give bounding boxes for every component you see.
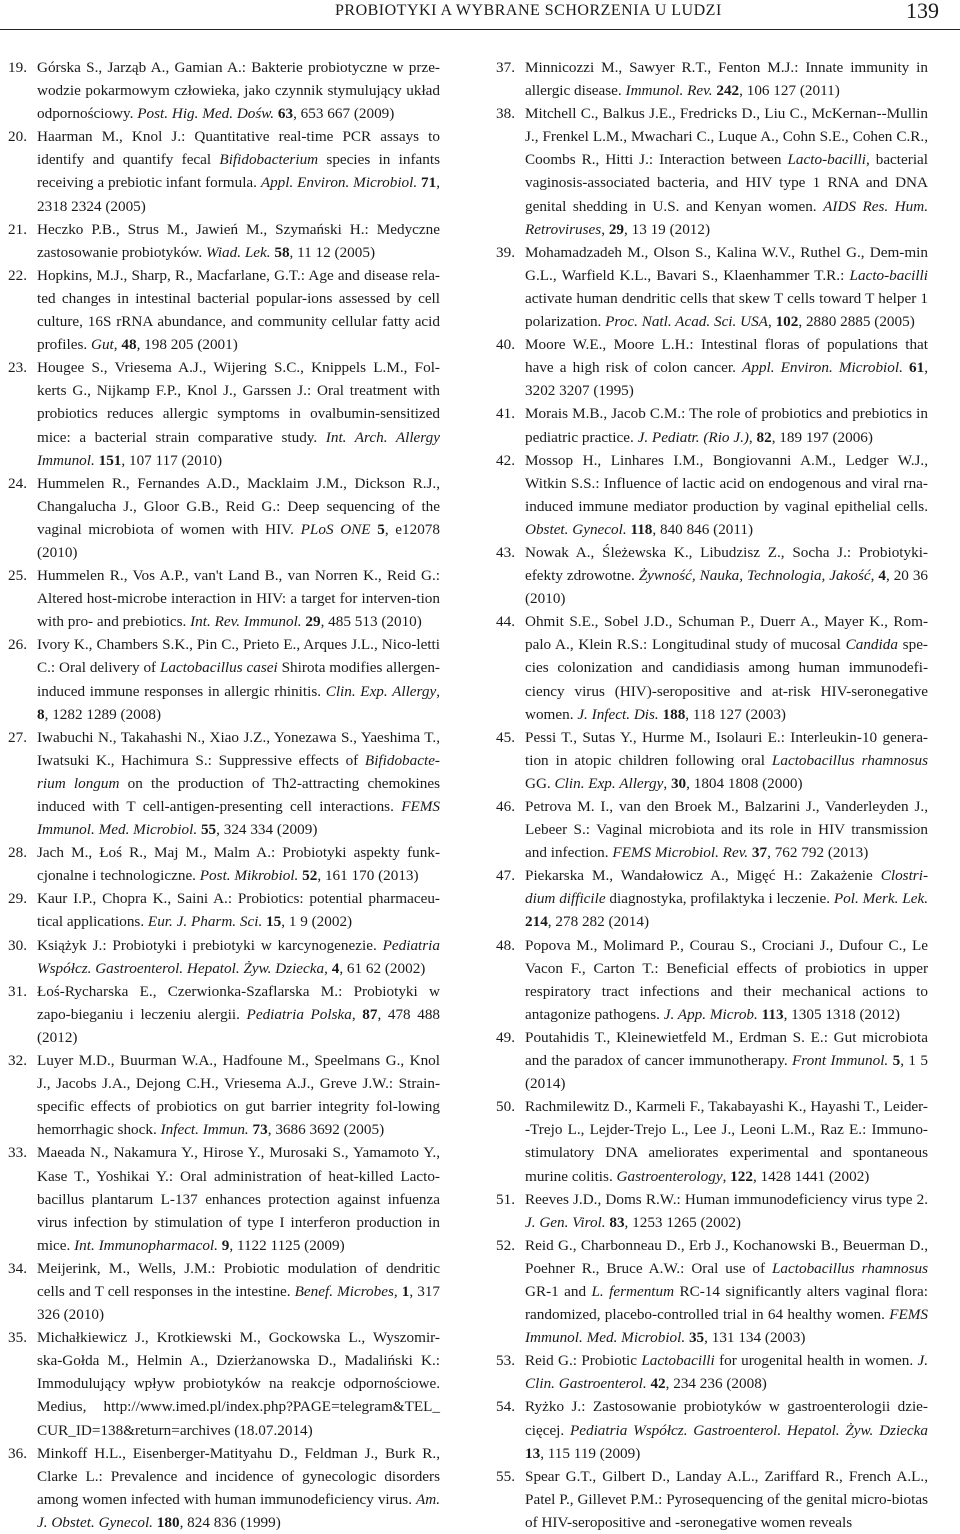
reference-item: [8, 56, 440, 125]
reference-number: 52.: [496, 1236, 515, 1254]
reference-item: [496, 1234, 928, 1349]
reference-number: 19.: [8, 59, 27, 76]
reference-item: [8, 633, 440, 725]
reference-item: [8, 1442, 440, 1534]
reference-text: Jach M., Łoś R., Maj M., Malm A.: Probiotyki aspekty funk-cjonalne i technologiczne. Post. Mikrobiol. 52, 161 170 (2013): [37, 844, 440, 885]
reference-text: Popova M., Molimard P., Courau S., Crociani J., Dufour C., Le Vacon F., Carton T.: Beneficial effects of probiotics in upper respiratory tract infections and their mechanical actions to antagonize pathogens. J. App. Microb. 113, 1305 1318 (2012): [525, 936, 928, 1023]
reference-text: Kaur I.P., Chopra K., Saini A.: Probiotics: potential pharmaceu-tical applications. Eur. J. Pharm. Sci. 15, 1 9 (2002): [37, 890, 440, 931]
reference-item: [8, 980, 440, 1049]
reference-item: [8, 726, 440, 841]
reference-text: Mitchell C., Balkus J.E., Fredricks D., Liu C., McKernan--Mullin J., Frenkel L.M., Mwachari C., Luque A., Cohn S.E., Cohen C.R., Coombs R., Hitti J.: Interaction between Lacto-bacilli, bacterial vaginosis-associated bacteria, and HIV type 1 RNA and DNA genital shedding in U.S. and Kenyan women. AIDS Res. Hum. Retroviruses, 29, 13 19 (2012): [525, 105, 929, 238]
reference-number: 46.: [496, 798, 515, 815]
reference-text: Reid G.: Probiotic Lactobacilli for urogenital health in women. J. Clin. Gastroenterol. 42, 234 236 (2008): [525, 1352, 928, 1393]
reference-number: 36.: [8, 1444, 27, 1462]
reference-number: 53.: [496, 1352, 515, 1370]
reference-number: 47.: [496, 867, 515, 885]
reference-number: 35.: [8, 1329, 27, 1347]
reference-number: 40.: [496, 336, 515, 354]
running-header: [0, 0, 960, 38]
reference-item: [496, 1349, 928, 1395]
reference-text: Poutahidis T., Kleinewietfeld M., Erdman S. E.: Gut microbiota and the paradox of cancer immunotherapy. Front Immunol. 5, 1 5 (2014): [525, 1028, 929, 1093]
reference-number: 50.: [496, 1098, 515, 1116]
reference-number: 23.: [8, 359, 27, 377]
reference-text: Książyk J.: Probiotyki i prebiotyki w karcynogenezie. Pediatria Współcz. Gastroenterol. Hepatol. Żyw. Dziecka, 4, 61 62 (2002): [37, 936, 440, 977]
reference-number: 28.: [8, 844, 27, 862]
reference-text: Iwabuchi N., Takahashi N., Xiao J.Z., Yonezawa S., Yaeshima T., Iwatsuki K., Hachimura S.: Suppressive effects of Bifidobacte-rium longum on the production of Th2-attracting chemokines induced with T cell-antigen-presenting cell interactions. FEMS Immunol. Med. Microbiol. 55, 324 334 (2009): [37, 728, 441, 839]
reference-text: Luyer M.D., Buurman W.A., Hadfoune M., Speelmans G., Knol J., Jacobs J.A., Dejong C.H., Vriesema A.J., Greve J.W.: Strain-specific effects of probiotics on gut barrier integrity fol-lowing hemorrhagic shock. Infect. Immun. 73, 3686 3692 (2005): [37, 1052, 440, 1139]
reference-number: 45.: [496, 728, 515, 746]
reference-text: Piekarska M., Wandałowicz A., Migęć H.: Zakażenie Clostri-dium difficile diagnostyka, profilaktyka i leczenie. Pol. Merk. Lek. 214, 278 282 (2014): [525, 867, 928, 931]
reference-item: [496, 333, 928, 402]
reference-text: Nowak A., Śleżewska K., Libudzisz Z., Socha J.: Probiotyki-efekty zdrowotne. Żywność, Nauka, Technologia, Jakość, 4, 20 36 (2010): [525, 543, 929, 608]
reference-text: Górska S., Jarząb A., Gamian A.: Bakterie probiotyczne w prze-wodzie pokarmowym człowieka, jako czynnik stymulujący układ odpornościowy. Post. Hig. Med. Dośw. 63, 653 667 (2009): [37, 59, 440, 123]
reference-text: Maeada N., Nakamura Y., Hirose Y., Murosaki S., Yamamoto Y., Kase T., Yoshikai Y.: Oral administration of heat-killed Lacto-bacillus plantarum L-137 enhances protection against infuenza virus infection by stimulation of type I interferon production in mice. Int. Immunopharmacol. 9, 1122 1125 (2009): [37, 1144, 440, 1254]
reference-item: [8, 218, 440, 264]
reference-item: [8, 1257, 440, 1326]
reference-number: 41.: [496, 405, 515, 423]
page-number: 139: [906, 0, 939, 23]
reference-number: 34.: [8, 1259, 27, 1277]
reference-number: 33.: [8, 1144, 27, 1162]
reference-item: [8, 125, 440, 217]
reference-number: 24.: [8, 474, 27, 492]
reference-text: Hopkins, M.J., Sharp, R., Macfarlane, G.T.: Age and disease rela-ted changes in intestinal bacterial popular-ions assessed by cell culture, 16S rRNA abundance, and community cellular fatty acid profiles. Gut, 48, 198 205 (2001): [37, 266, 440, 354]
reference-text: Spear G.T., Gilbert D., Landay A.L., Zariffard R., French A.L., Patel P., Gillevet P.M.: Pyrosequencing of the genital micro-biotas of HIV-seropositive and -seronegative women reveals: [525, 1467, 928, 1531]
reference-text: Hummelen R., Vos A.P., van't Land B., van Norren K., Reid G.: Altered host-microbe interaction in HIV: a target for interven-tion with pro- and prebiotics. Int. Rev. Immunol. 29, 485 513 (2010): [37, 567, 440, 631]
reference-number: 43.: [496, 543, 515, 561]
reference-text: Petrova M. I., van den Broek M., Balzarini J., Vanderleyden J., Lebeer S.: Vaginal microbiota and its role in HIV transmission and infection. FEMS Microbiol. Rev. 37, 762 792 (2013): [525, 798, 928, 862]
reference-number: 27.: [8, 728, 27, 746]
reference-text: Morais M.B., Jacob C.M.: The role of probiotics and prebiotics in pediatric practice. J. Pediatr. (Rio J.), 82, 189 197 (2006): [525, 405, 928, 446]
reference-number: 48.: [496, 936, 515, 954]
reference-item: [496, 449, 928, 541]
reference-item: [496, 102, 928, 241]
reference-number: 20.: [8, 128, 27, 146]
reference-number: 25.: [8, 567, 27, 585]
reference-item: [8, 472, 440, 564]
reference-number: 54.: [496, 1398, 515, 1416]
reference-number: 55.: [496, 1467, 515, 1485]
reference-item: [496, 864, 928, 933]
reference-number: 26.: [8, 636, 27, 654]
reference-item: [8, 1326, 440, 1441]
reference-text: Pessi T., Sutas Y., Hurme M., Isolauri E.: Interleukin-10 genera-tion in atopic children following oral Lactobacillus rhamnosus GG. Clin. Exp. Allergy, 30, 1804 1808 (2000): [525, 728, 928, 792]
reference-item: [8, 887, 440, 933]
reference-text: Ohmit S.E., Sobel J.D., Schuman P., Duerr A., Mayer K., Rom-palo A., Klein R.S.: Longitudinal study of mucosal Candida spe-cies colonization and candidiasis among human immunodefi-ciency virus (HIV)-seropositive and at-risk HIV-seronegative women. J. Infect. Dis. 188, 118 127 (2003): [525, 613, 928, 723]
reference-item: [496, 795, 928, 864]
reference-text: Meijerink, M., Wells, J.M.: Probiotic modulation of dendritic cells and T cell responses in the intestine. Benef. Microbes, 1, 317 326 (2010): [37, 1259, 441, 1324]
running-title: PROBIOTYKI A WYBRANE SCHORZENIA U LUDZI: [335, 2, 722, 19]
reference-number: 22.: [8, 266, 27, 284]
references-left-column: [8, 56, 440, 1534]
reference-number: 21.: [8, 220, 27, 238]
reference-number: 37.: [496, 59, 515, 76]
reference-item: [496, 541, 928, 610]
reference-item: [496, 1395, 928, 1464]
reference-item: [496, 1188, 928, 1234]
reference-number: 42.: [496, 451, 515, 469]
reference-item: [496, 56, 928, 102]
reference-item: [496, 1465, 928, 1534]
reference-number: 39.: [496, 243, 515, 261]
reference-text: Łoś-Rycharska E., Czerwionka-Szaflarska M.: Probiotyki w zapo-bieganiu i leczeniu alergii. Pediatria Polska, 87, 478 488 (2012): [37, 982, 441, 1046]
reference-item: [8, 934, 440, 980]
reference-item: [8, 841, 440, 887]
reference-number: 31.: [8, 982, 27, 1000]
reference-item: [8, 264, 440, 356]
reference-text: Heczko P.B., Strus M., Jawień M., Szymański H.: Medyczne zastosowanie probiotyków. Wiad. Lek. 58, 11 12 (2005): [37, 220, 440, 261]
reference-text: Rachmilewitz D., Karmeli F., Takabayashi K., Hayashi T., Leider--Trejo L., Lejder-Trejo L., Lee J., Leoni L.M., Raz E.: Immuno-stimulatory DNA ameliorates experimental and spontaneous murine colitis. Gastroenterology, 122, 1428 1441 (2002): [525, 1098, 928, 1185]
reference-text: Moore W.E., Moore L.H.: Intestinal floras of populations that have a high risk of colon cancer. Appl. Environ. Microbiol. 61, 3202 3207 (1995): [525, 336, 928, 400]
reference-text: Hougee S., Vriesema A.J., Wijering S.C., Knippels L.M., Fol-kerts G., Nijkamp F.P., Knol J., Garssen J.: Oral treatment with probiotics reduces allergic symptoms in ovalbumin-sensitized mice: a bacterial strain comparative study. Int. Arch. Allergy Immunol. 151, 107 117 (2010): [37, 359, 440, 469]
header-rule: [0, 29, 960, 30]
reference-text: Ivory K., Chambers S.K., Pin C., Prieto E., Arques J.L., Nico-letti C.: Oral delivery of Lactobacillus casei Shirota modifies allergen-induced immune responses in allergic rhinitis. Clin. Exp. Allergy, 8, 1282 1289 (2008): [37, 636, 441, 723]
reference-number: 32.: [8, 1052, 27, 1070]
reference-number: 51.: [496, 1190, 515, 1208]
reference-text: Minkoff H.L., Eisenberger-Matityahu D., Feldman J., Burk R., Clarke L.: Prevalence and incidence of gynecologic disorders among women infected with human immunodeficiency virus. Am. J. Obstet. Gynecol. 180, 824 836 (1999): [37, 1444, 440, 1531]
reference-text: Michałkiewicz J., Krotkiewski M., Gockowska L., Wyszomir-ska-Gołda M., Helmin A., Dzierżanowska D., Madaliński K.: Immodulujący wpływ probiotyków na reakcje odpornościowe. Medius, http://www.imed.pl/index.php?PAGE=telegram&TEL_ CUR_ID=138&return=archives (18.07.2014): [37, 1329, 440, 1439]
reference-number: 44.: [496, 613, 515, 631]
reference-item: [496, 402, 928, 448]
reference-item: [496, 610, 928, 725]
reference-item: [8, 1049, 440, 1141]
reference-text: Mohamadzadeh M., Olson S., Kalina W.V., Ruthel G., Dem-min G.L., Warfield K.L., Bavari S., Klaenhammer T.R.: Lacto-bacilli activate human dendritic cells that skew T cells toward T helper 1 polarization. Proc. Natl. Acad. Sci. USA, 102, 2880 2885 (2005): [525, 243, 928, 331]
reference-number: 38.: [496, 105, 515, 123]
reference-item: [496, 934, 928, 1026]
reference-item: [496, 241, 928, 333]
reference-number: 29.: [8, 890, 27, 908]
reference-text: Ryżko J.: Zastosowanie probiotyków w gastroenterologii dzie-cięcej. Pediatria Współcz. Gastroenterol. Hepatol. Żyw. Dziecka 13, 115 119 (2009): [525, 1398, 928, 1462]
reference-item: [496, 1095, 928, 1187]
reference-text: Reeves J.D., Doms R.W.: Human immunodeficiency virus type 2. J. Gen. Virol. 83, 1253 1265 (2002): [525, 1190, 928, 1231]
reference-item: [496, 726, 928, 795]
reference-text: Mossop H., Linhares I.M., Bongiovanni A.M., Ledger W.J., Witkin S.S.: Influence of lactic acid on endogenous and viral rna-induced immune mediator production by vaginal epithelial cells. Obstet. Gynecol. 118, 840 846 (2011): [525, 451, 928, 538]
reference-text: Minnicozzi M., Sawyer R.T., Fenton M.J.: Innate immunity in allergic disease. Immunol. Rev. 242, 106 127 (2011): [525, 59, 928, 100]
reference-item: [8, 356, 440, 471]
reference-item: [8, 564, 440, 633]
reference-text: Reid G., Charbonneau D., Erb J., Kochanowski B., Beuerman D., Poehner R., Bruce A.W.: Oral use of Lactobacillus rhamnosus GR-1 and L. fermentum RC-14 significantly alters vaginal flora: randomized, placebo-controlled trial in 64 healthy women. FEMS Immunol. Med. Microbiol. 35, 131 134 (2003): [525, 1236, 928, 1347]
references-right-column: [496, 56, 928, 1534]
reference-number: 30.: [8, 936, 27, 954]
reference-item: [8, 1141, 440, 1256]
reference-number: 49.: [496, 1028, 515, 1046]
reference-item: [496, 1026, 928, 1095]
reference-text: Haarman M., Knol J.: Quantitative real-time PCR assays to identify and quantify fecal Bifidobacterium species in infants receiving a prebiotic infant formula. Appl. Environ. Microbiol. 71, 2318 2324 (2005): [37, 128, 440, 215]
reference-text: Hummelen R., Fernandes A.D., Macklaim J.M., Dickson R.J., Changalucha J., Gloor G.B., Reid G.: Deep sequencing of the vaginal microbiota of women with HIV. PLoS ONE 5, e12078 (2010): [37, 474, 440, 561]
